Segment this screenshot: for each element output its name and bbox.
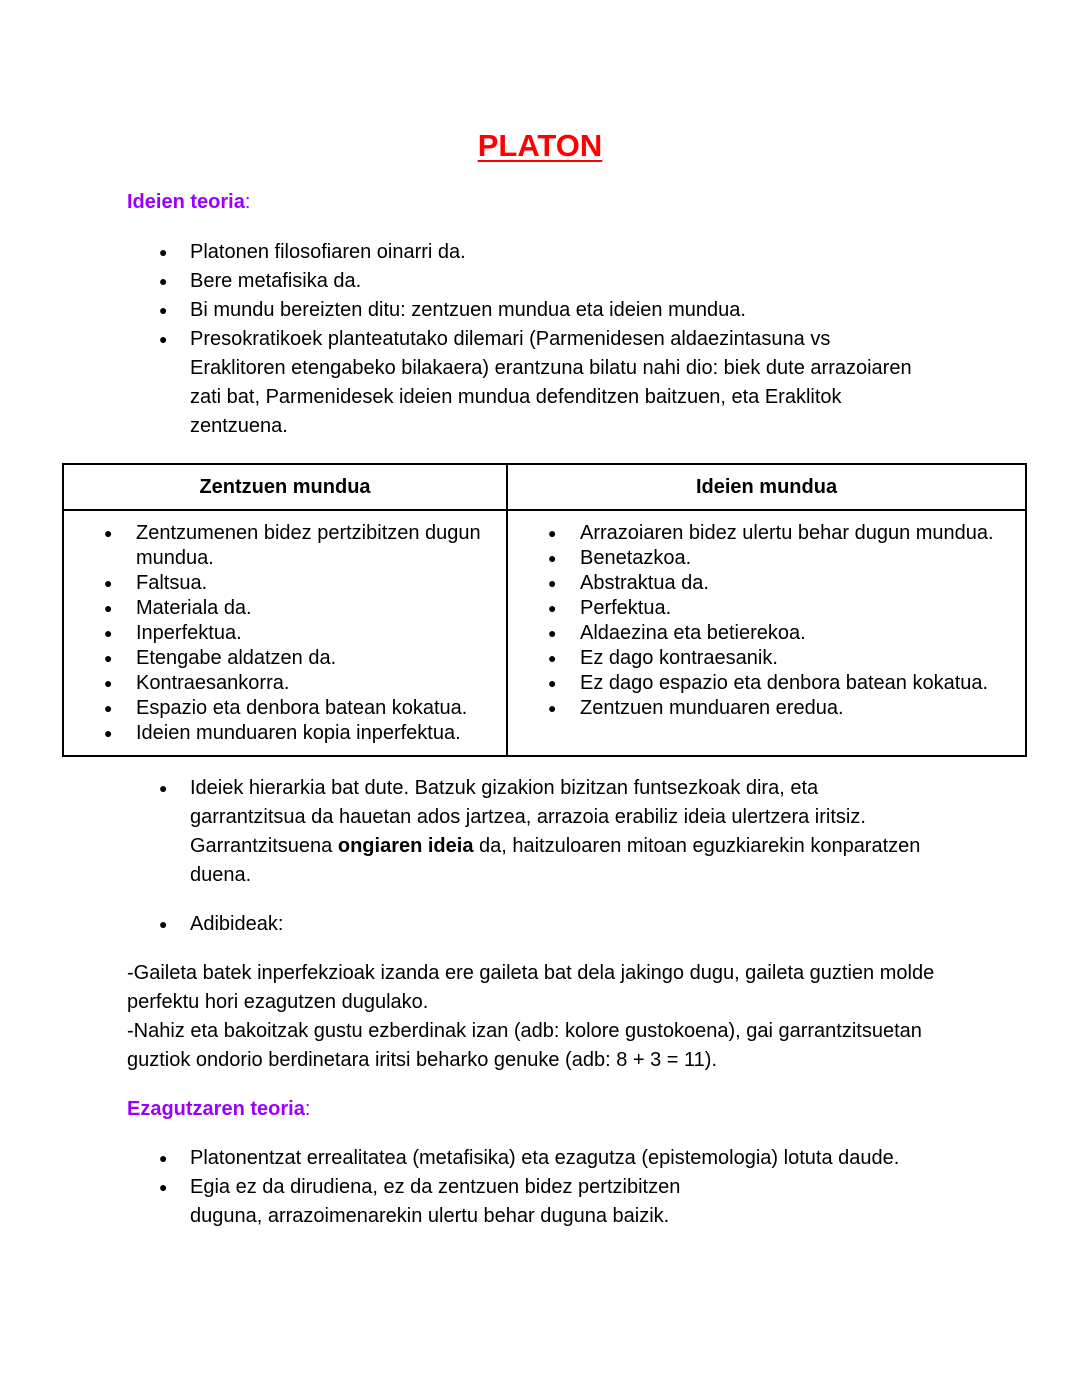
hierarchy-text-bold: ongiaren ideia bbox=[337, 835, 474, 857]
section-heading-ezagutzaren-teoria bbox=[127, 1095, 310, 1124]
bullet-item: ● Bi mundu bereizten ditu: zentzuen mundua eta ideien mundua. bbox=[127, 296, 927, 325]
table-cell-zentzuen-mundua bbox=[63, 510, 507, 756]
ideien-teoria-bullet-list bbox=[127, 238, 927, 441]
section-heading-text: Ideien teoria bbox=[127, 191, 245, 213]
hierarchy-bullet-list bbox=[127, 774, 927, 890]
list-item: ● Benetazkoa. bbox=[508, 546, 1021, 571]
hierarchy-text-before: Ideiek hierarkia bat dute. Batzuk gizakion bizitzan funtsezkoak dira, eta garrantzitsua da hauetan ados jartzea, arrazoia erabiliz ideia ulertzera iritsiz. Garrantzitsuena bbox=[190, 777, 866, 857]
bullet-item: ● Platonen filosofiaren oinarri da. bbox=[127, 238, 927, 267]
bullet-item: ● Bere metafisika da. bbox=[127, 267, 927, 296]
ideien-mundua-list bbox=[508, 521, 1025, 721]
list-item: ● Materiala da. bbox=[64, 596, 498, 621]
table-row bbox=[63, 510, 1026, 756]
list-item: ● Ideien munduaren kopia inperfektua. bbox=[64, 721, 498, 746]
table-header-ideien-mundua: Ideien mundua bbox=[507, 464, 1026, 510]
table-header-row bbox=[63, 464, 1026, 510]
section-heading-colon: : bbox=[304, 1098, 311, 1120]
examples-bullet-list bbox=[127, 910, 927, 939]
page-title bbox=[0, 127, 1080, 165]
list-item: ● Ez dago espazio eta denbora batean kokatua. bbox=[508, 671, 1021, 696]
list-item: ● Espazio eta denbora batean kokatua. bbox=[64, 696, 498, 721]
example-paragraph: -Gaileta batek inperfekzioak izanda ere gaileta bat dela jakingo dugu, gaileta guztien molde perfektu hori ezagutzen dugulako. bbox=[127, 962, 935, 1013]
list-item: ● Ez dago kontraesanik. bbox=[508, 646, 1021, 671]
comparison-table bbox=[62, 463, 1027, 757]
section-heading-ideien-teoria bbox=[127, 188, 250, 217]
ezagutzaren-teoria-bullet-list bbox=[127, 1144, 987, 1231]
page-title-text: PLATON bbox=[477, 128, 603, 163]
bullet-item: ● Platonentzat errealitatea (metafisika) eta ezagutza (epistemologia) lotuta daude. bbox=[127, 1144, 987, 1173]
list-item: ● Abstraktua da. bbox=[508, 571, 1021, 596]
list-item: ● Perfektua. bbox=[508, 596, 1021, 621]
zentzuen-mundua-list bbox=[64, 521, 506, 746]
example-paragraph: -Nahiz eta bakoitzak gustu ezberdinak izan (adb: kolore gustokoena), gai garrantzitsuetan guztiok ondorio berdinetara iritsi beharko genuke (adb: 8 + 3 = 11). bbox=[127, 1020, 922, 1071]
list-item: ● Zentzuen munduaren eredua. bbox=[508, 696, 1021, 721]
section-heading-colon: : bbox=[244, 191, 251, 213]
hierarchy-text-after: da, haitzuloaren mitoan eguzkiarekin konparatzen duena. bbox=[190, 835, 921, 886]
bullet-item: ● Presokratikoek planteatutako dilemari (Parmenidesen aldaezintasuna vs Eraklitoren etengabeko bilakaera) erantzuna bilatu nahi dio: biek dute arrazoiaren zati bat, Parmenidesek ideien mundua defenditzen baitzuen, eta Eraklitok zentzuena. bbox=[127, 325, 919, 441]
bullet-item-hierarchy bbox=[127, 774, 927, 890]
list-item: ● Kontraesankorra. bbox=[64, 671, 498, 696]
list-item: ● Arrazoiaren bidez ulertu behar dugun mundua. bbox=[508, 521, 1021, 546]
table-header-zentzuen-mundua: Zentzuen mundua bbox=[63, 464, 507, 510]
list-item: ● Aldaezina eta betierekoa. bbox=[508, 621, 1021, 646]
list-item: ● Inperfektua. bbox=[64, 621, 498, 646]
bullet-item: ● Egia ez da dirudiena, ez da zentzuen bidez pertzibitzen duguna, arrazoimenarekin ulertu behar duguna baizik. bbox=[127, 1173, 747, 1231]
section-heading-text: Ezagutzaren teoria bbox=[127, 1098, 305, 1120]
table-cell-ideien-mundua bbox=[507, 510, 1026, 756]
bullet-item-examples: ● Adibideak: bbox=[127, 910, 927, 939]
list-item: ● Faltsua. bbox=[64, 571, 498, 596]
list-item: ● Zentzumenen bidez pertzibitzen dugun mundua. bbox=[64, 521, 498, 571]
list-item: ● Etengabe aldatzen da. bbox=[64, 646, 498, 671]
